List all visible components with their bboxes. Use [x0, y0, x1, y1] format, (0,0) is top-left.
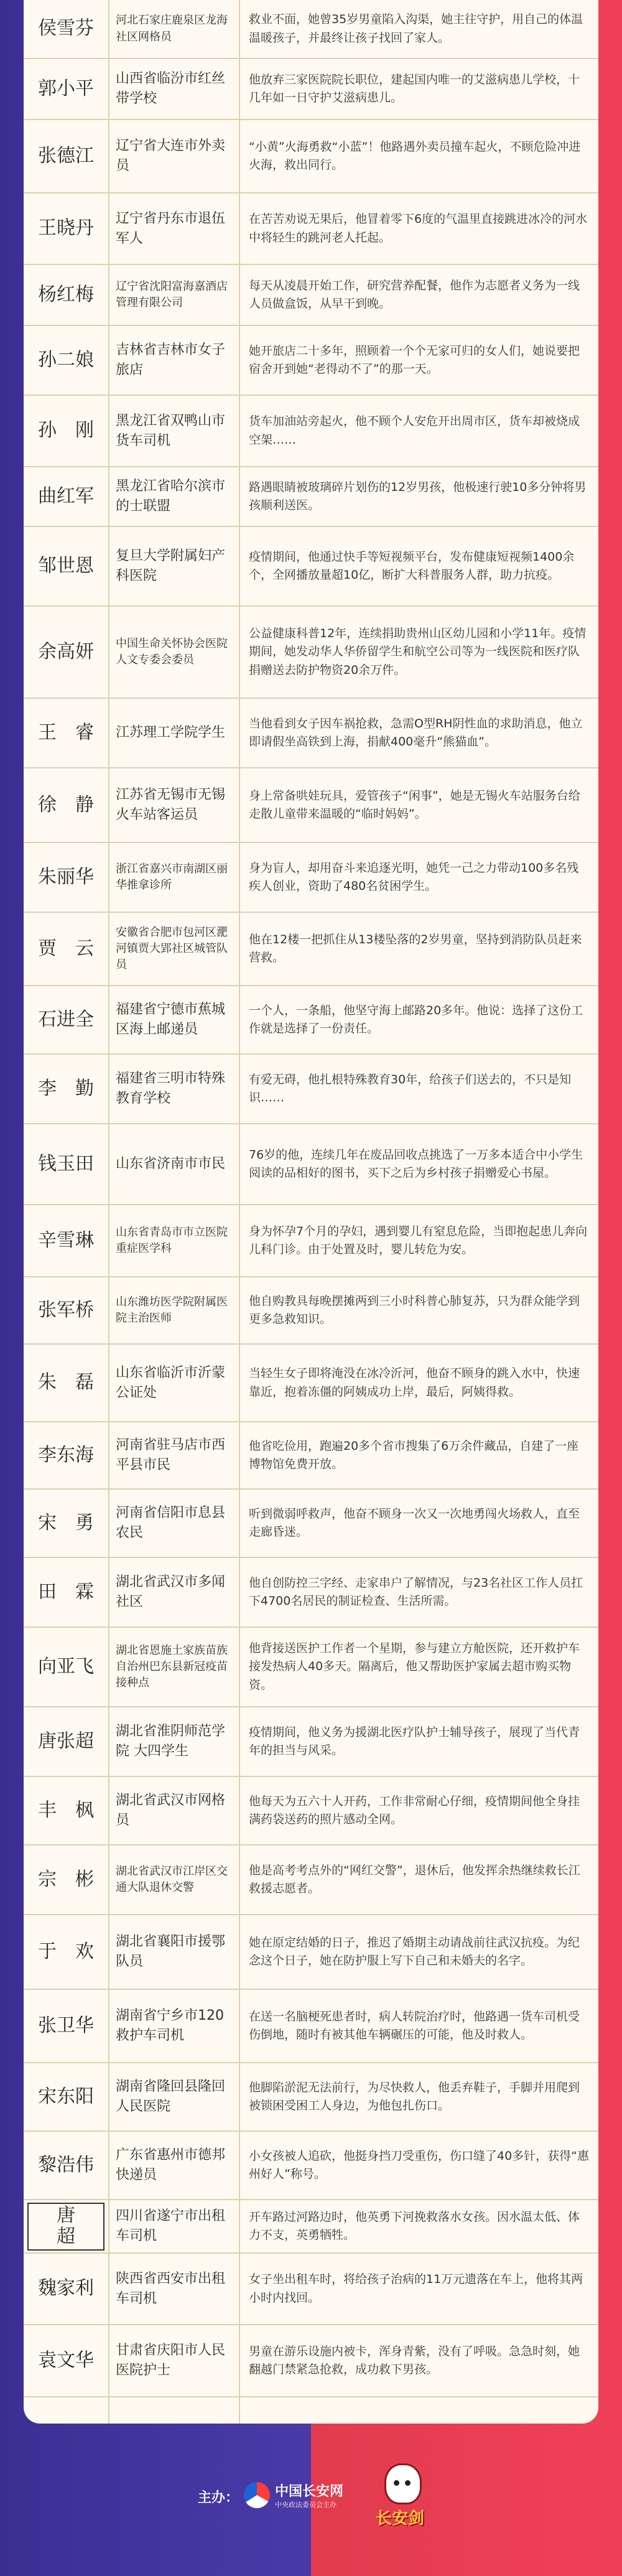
table-row: [24, 1490, 598, 1558]
person-name-text: 王晓丹: [38, 217, 94, 240]
table-row: [24, 59, 598, 120]
person-unit: 江苏理工学院学生: [109, 699, 240, 767]
person-deed: 76岁的他，连续几年在废品回收点挑选了一万多本适合中小学生阅读的品相好的图书，买下之后为乡村孩子捐赠爱心书屋。: [249, 1147, 583, 1180]
person-name-text: 贾 云: [38, 937, 94, 959]
person-deed: 疫情期间，他义务为援湖北医疗队护士辅导孩子，展现了当代青年的担当与风采。: [249, 1725, 580, 1757]
person-name-text: 田 霖: [38, 1580, 94, 1603]
person-unit: 湖北省武汉市网格员: [109, 1777, 240, 1844]
table-row: [24, 2397, 598, 2424]
table-row: [24, 986, 598, 1055]
person-name-text: 郭小平: [38, 77, 94, 100]
changan-logo-subtitle: 中央政法委员会主办: [275, 2501, 337, 2509]
person-name-text: 宋东阳: [38, 2085, 94, 2107]
person-name-text: 张卫华: [38, 2014, 94, 2037]
person-name: [24, 699, 109, 767]
table-row: [24, 0, 598, 59]
person-deed: 小女孩被人追砍，他挺身挡刀受重伤，伤口缝了40多针，获得“惠州好人”称号。: [249, 2149, 590, 2181]
person-name: [24, 1628, 109, 1706]
person-name-text: 辛雪琳: [38, 1229, 94, 1251]
person-unit: [109, 2397, 240, 2424]
person-deed: 开车路过河路边时，他英勇下河挽救落水女孩。因水温太低、体力不支，英勇牺牲。: [249, 2210, 580, 2242]
person-unit: 黑龙江省哈尔滨市的士联盟: [109, 467, 240, 526]
person-name: [24, 607, 109, 698]
person-deed: 在苦苦劝说无果后，他冒着零下6度的气温里直接跳进冰冷的河水中将轻生的跳河老人托起。: [249, 212, 588, 245]
person-deed: 身上常备哄娃玩具，爱管孩子“闲事”，她是无锡火车站服务台给走散儿童带来温暖的“临时妈妈”。: [249, 788, 580, 821]
person-deed: 身为盲人，却用奋斗来追逐光明，她凭一己之力带动100多名残疾人创业，资助了480名贫困学生。: [249, 861, 579, 893]
person-name: [24, 1205, 109, 1276]
table-row: [24, 1345, 598, 1422]
table-row: [24, 699, 598, 768]
person-deed: 身为怀孕7个月的孕妇，遇到婴儿有窒息危险，当即抱起患儿奔向儿科门诊。由于处置及时，婴儿转危为安。: [249, 1224, 588, 1256]
person-unit: 山东省青岛市市立医院重症医学科: [109, 1205, 240, 1276]
person-deed: 女子坐出租车时，将给孩子治病的11万元遗落在车上，他将其两小时内找回。: [249, 2272, 583, 2305]
person-name: [24, 1846, 109, 1914]
table-row: [24, 1277, 598, 1345]
person-deed: 男童在游乐设施内被卡，浑身青紫，没有了呼吸。急急时刻，她翻越门禁紧急抢救，成功救下男孩。: [249, 2344, 580, 2376]
table-row: [24, 768, 598, 843]
person-name: [24, 2063, 109, 2130]
mascot-face-icon: [384, 2463, 422, 2504]
person-unit: 黑龙江省双鸭山市货车司机: [109, 396, 240, 466]
person-name-text: 侯雪芬: [38, 17, 94, 40]
person-unit: 山东省临沂市沂蒙公证处: [109, 1345, 240, 1421]
table-row: [24, 2132, 598, 2200]
person-unit: 湖北省襄阳市援鄂队员: [109, 1915, 240, 1989]
person-deed: 他省吃俭用，跑遍20多个省市搜集了6万余件藏品，自建了一座博物馆免费开放。: [249, 1439, 579, 1471]
table-row: [24, 1124, 598, 1205]
person-name: [24, 1707, 109, 1776]
person-deed: 当轻生女子即将淹没在冰冷沂河，他奋不顾身的跳入水中，快速靠近，抱着冻僵的阿姨成功上岸，最后，阿姨得救。: [249, 1366, 580, 1399]
mascot-logo: [373, 2461, 429, 2529]
person-name-text: 李东海: [38, 1444, 94, 1466]
person-name: [24, 1777, 109, 1844]
person-unit: 中国生命关怀协会医院人文专委会委员: [109, 607, 240, 698]
table-row: [24, 527, 598, 607]
person-unit: 河南省信阳市息县农民: [109, 1490, 240, 1557]
person-unit: 福建省宁德市蕉城区海上邮递员: [109, 986, 240, 1053]
person-unit: 安徽省合肥市包河区淝河镇贾大郢社区城管队员: [109, 913, 240, 985]
person-name: [24, 843, 109, 912]
person-name-text: 余高妍: [38, 640, 94, 663]
person-unit: 山东省济南市市民: [109, 1124, 240, 1204]
person-name: [24, 0, 109, 58]
person-deed: 他放弃三家医院院长职位，建起国内唯一的艾滋病患儿学校，十几年如一日守护艾滋病患儿。: [249, 72, 580, 105]
table-row: [24, 1205, 598, 1277]
table-row: [24, 1558, 598, 1628]
table-row: [24, 1422, 598, 1490]
table-row: [24, 2200, 598, 2254]
person-deed: 他自购教具每晚摆摊两到三小时科普心肺复苏，只为群众能学到更多急救知识。: [249, 1294, 580, 1326]
person-name: [24, 913, 109, 985]
person-name: [24, 1915, 109, 1989]
person-deed: “小黄”火海勇救“小蓝”！他路遇外卖员撞车起火，不顾危险冲进火海，救出同行。: [249, 139, 581, 172]
person-name-text: 唐张超: [38, 1730, 94, 1752]
person-deed: 他背接送医护工作者一个星期，参与建立方舱医院，还开救护车接发热病人40多天。隔离后，他又帮助医护家属去超市购买物资。: [249, 1641, 580, 1692]
person-unit: 复旦大学附属妇产科医院: [109, 527, 240, 605]
person-name-text: 张军桥: [38, 1299, 94, 1321]
person-unit: 辽宁省丹东市退伍军人: [109, 194, 240, 264]
person-unit: 山东潍坊医学院附属医院主治医师: [109, 1277, 240, 1343]
person-unit: 吉林省吉林市女子旅店: [109, 326, 240, 394]
person-deed: 她在原定结婚的日子，推迟了婚期主动请战前往武汉抗疫。为纪念这个日子，她在防护服上写下自己和未婚夫的名字。: [249, 1935, 580, 1967]
person-name: [24, 1558, 109, 1626]
person-unit: 河南省驻马店市西平县市民: [109, 1422, 240, 1488]
mascot-text: 长安剑: [376, 2509, 425, 2528]
person-unit: 湖北省武汉市多闻社区: [109, 1558, 240, 1626]
table-row: [24, 1846, 598, 1915]
person-name-text: 丰 枫: [38, 1799, 94, 1821]
person-name: [24, 986, 109, 1053]
person-deed: 他在12楼一把抓住从13楼坠落的2岁男童，坚持到消防队员赶来营救。: [249, 932, 582, 964]
person-name-text: 石进全: [38, 1008, 94, 1030]
person-deed: [240, 2397, 598, 2424]
person-name-text: 钱玉田: [38, 1152, 94, 1175]
person-name-text: 宋 勇: [38, 1511, 94, 1534]
person-unit: 浙江省嘉兴市南湖区丽华推拿诊所: [109, 843, 240, 912]
changan-logo: [244, 2478, 368, 2513]
person-unit: 辽宁省沈阳富海嘉酒店管理有限公司: [109, 265, 240, 325]
person-name: [24, 2132, 109, 2199]
person-name-text: 于 欢: [38, 1940, 94, 1962]
person-deed: 每天从凌晨开始工作，研究营养配餐，他作为志愿者义务为一线人员做盒饭，从早干到晚。: [249, 278, 580, 310]
table-row: [24, 467, 598, 527]
person-deed: 他脚陷淤泥无法前行，为尽快救人，他丢弃鞋子，手脚并用爬到被锁困受困工人身边，为他包扎伤口。: [249, 2080, 580, 2112]
person-unit: 湖北省恩施土家族苗族自治州巴东县新冠疫苗接种点: [109, 1628, 240, 1706]
person-deed: 他每天为五六十人开药，工作非常耐心仔细，疫情期间他全身挂满药袋送药的照片感动全网。: [249, 1794, 580, 1826]
person-name-text: 孙二娘: [38, 348, 94, 371]
table-row: [24, 326, 598, 396]
person-name: [24, 2397, 109, 2424]
person-deed: 公益健康科普12年，连续捐助贵州山区幼儿园和小学11年。疫情期间，她发动华人华侨留学生和航空公司等为一线医院和医疗队捐赠送去防护物资20余万件。: [249, 626, 587, 677]
person-unit: 湖北省武汉市江岸区交通大队退休交警: [109, 1846, 240, 1914]
person-deed: 有爱无碍，他扎根特殊教育30年，给孩子们送去的，不只是知识……: [249, 1072, 572, 1104]
changan-logo-text: 中国长安网: [275, 2484, 344, 2499]
table-row: [24, 1990, 598, 2063]
person-deed: 一个人，一条船，他坚守海上邮路20多年。他说：选择了这份工作就是选择了一份责任。: [249, 1003, 583, 1035]
table-row: [24, 1055, 598, 1124]
person-name: [24, 2254, 109, 2324]
person-name-text: 袁文华: [38, 2349, 94, 2371]
person-deed: 在送一名脑梗死患者时，病人转院治疗时，他路遇一货车司机受伤倒地，随时有被其他车辆碾压的可能，他及时救人。: [249, 2009, 580, 2042]
person-name: [24, 2200, 109, 2252]
person-deed: 救业不面，她曾35岁男童陷入沟渠，她主往守护，用自己的体温温暖孩子，并最终让孩子找回了家人。: [249, 12, 583, 45]
person-name: [24, 326, 109, 394]
table-row: [24, 913, 598, 986]
person-deed: 他是高考考点外的“网红交警”，退休后，他发挥余热继续救长江救援志愿者。: [249, 1863, 580, 1895]
person-name-text: 张德江: [38, 144, 94, 167]
person-unit: 辽宁省大连市外卖员: [109, 120, 240, 192]
person-name: [24, 194, 109, 264]
table-row: [24, 1707, 598, 1777]
person-name: [24, 59, 109, 119]
table-row: [24, 2254, 598, 2325]
person-deed: 他自创防控三字经、走家串户了解情况，与23名社区工作人员扛下4700名居民的制证检查、生活所需。: [249, 1575, 583, 1608]
table-row: [24, 396, 598, 467]
person-deed: 听到微弱呼救声，他奋不顾身一次又一次地勇闯火场救人，直至走廊昏迷。: [249, 1506, 580, 1539]
person-name-text: 朱 磊: [38, 1371, 94, 1394]
person-name: [24, 2325, 109, 2396]
person-unit: 福建省三明市特殊教育学校: [109, 1055, 240, 1123]
person-name: [24, 1277, 109, 1343]
sponsor-label: 主办：: [198, 2490, 239, 2506]
person-deed: 疫情期间，他通过快手等短视频平台，发布健康短视频1400余个，全网播放量超10亿，断扩大科普服务人群，助力抗疫。: [249, 549, 575, 582]
person-deed: 货车加油站旁起火，他不顾个人安危开出周市区，货车却被烧成空架……: [249, 414, 580, 447]
person-name: [24, 1490, 109, 1557]
table-row: [24, 1628, 598, 1707]
person-deed: 当他看到女子因车祸抢救，急需O型RH阴性血的求助消息，他立即请假坐高铁到上海，捐献400毫升“熊猫血”。: [249, 716, 583, 749]
table-row: [24, 607, 598, 699]
person-unit: 陕西省西安市出租车司机: [109, 2254, 240, 2324]
person-unit: 甘肃省庆阳市人民医院护士: [109, 2325, 240, 2396]
table-row: [24, 1915, 598, 1990]
person-name-text: 曲红军: [38, 485, 94, 507]
person-name-text: 宗 彬: [38, 1868, 94, 1890]
person-name-text: 魏家利: [38, 2277, 94, 2300]
person-name-text: 孙 刚: [38, 419, 94, 442]
person-unit: 湖南省宁乡市120救护车司机: [109, 1990, 240, 2062]
person-name-text: 朱丽华: [38, 866, 94, 888]
person-name-text: 邹世恩: [38, 554, 94, 577]
table-row: [24, 843, 598, 913]
person-name: [24, 120, 109, 192]
person-deed: 路遇眼睛被玻璃碎片划伤的12岁男孩，他极速行驶10多分钟将男孩顺利送医。: [249, 480, 587, 512]
person-name: [24, 1422, 109, 1488]
person-name-text: 唐 超: [27, 2203, 104, 2251]
person-name: [24, 396, 109, 466]
table-row: [24, 194, 598, 265]
person-unit: 四川省遂宁市出租车司机: [109, 2200, 240, 2252]
person-name: [24, 1990, 109, 2062]
table-row: [24, 2063, 598, 2132]
person-unit: 广东省惠州市德邦快递员: [109, 2132, 240, 2199]
person-name: [24, 1055, 109, 1123]
table-row: [24, 120, 598, 194]
table-row: [24, 2325, 598, 2397]
person-name-text: 李 勤: [38, 1077, 94, 1099]
person-unit: 湖南省隆回县隆回人民医院: [109, 2063, 240, 2130]
person-name-text: 向亚飞: [38, 1655, 94, 1678]
person-deed: 她开旅店二十多年，照顾着一个个无家可归的女人们，她说要把宿舍开到她“老得动不了”的那一天。: [249, 343, 580, 376]
honor-list-panel: [24, 0, 598, 2424]
person-name-text: 黎浩伟: [38, 2154, 94, 2176]
person-name: [24, 467, 109, 526]
person-name: [24, 527, 109, 605]
honor-table: [24, 0, 598, 2424]
footer: [0, 2448, 622, 2542]
person-unit: 山西省临汾市红丝带学校: [109, 59, 240, 119]
person-name: [24, 265, 109, 325]
table-row: [24, 1777, 598, 1846]
person-name: [24, 1124, 109, 1204]
person-unit: 江苏省无锡市无锡火车站客运员: [109, 768, 240, 842]
table-row: [24, 265, 598, 326]
person-name-text: 徐 静: [38, 793, 94, 816]
person-name: [24, 1345, 109, 1421]
person-unit: 河北石家庄鹿泉区龙海社区网格员: [109, 0, 240, 58]
person-name-text: 杨红梅: [38, 283, 94, 306]
changan-logo-icon: [244, 2482, 270, 2508]
person-unit: 湖北省淮阴师范学院 大四学生: [109, 1707, 240, 1776]
person-name-text: 王 睿: [38, 721, 94, 744]
person-name: [24, 768, 109, 842]
